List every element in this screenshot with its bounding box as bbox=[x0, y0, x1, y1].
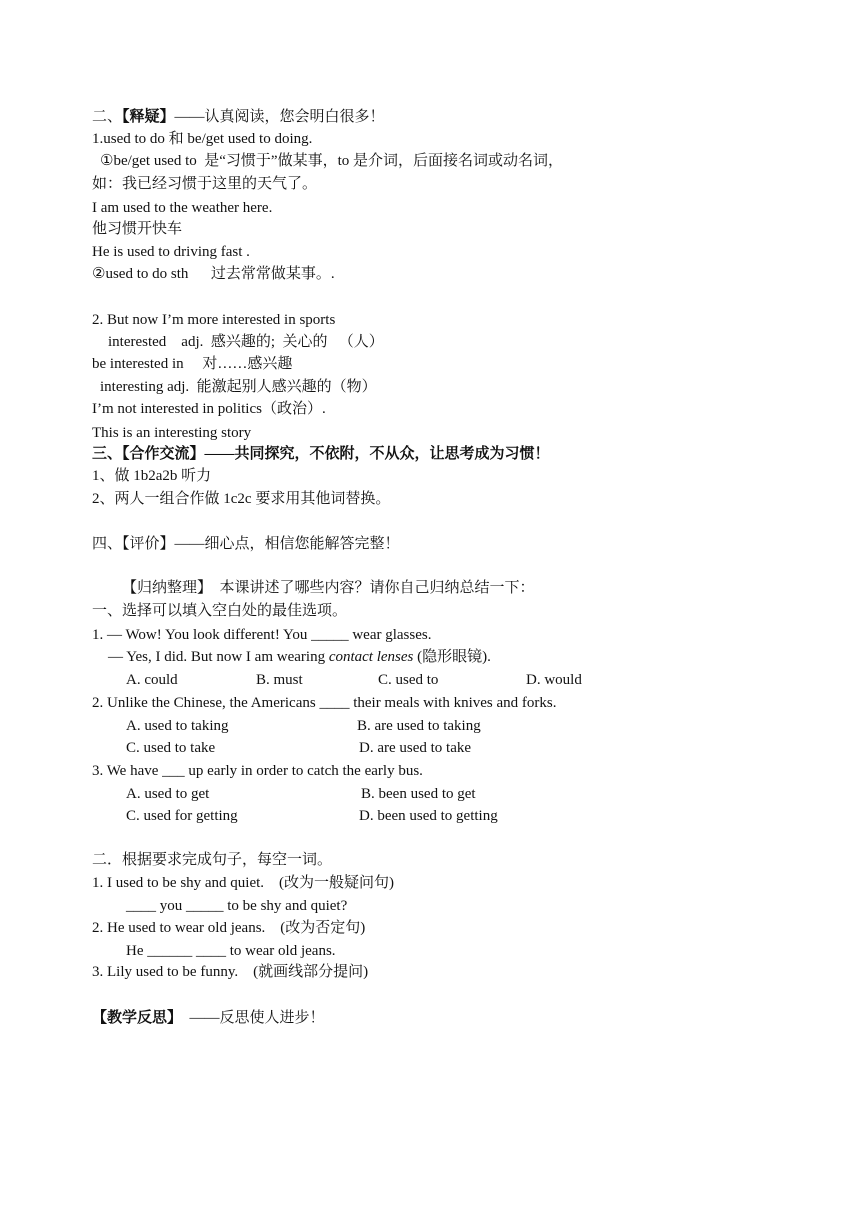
section2-number: 二、 bbox=[92, 109, 123, 125]
q1-italic-term: contact lenses bbox=[328, 649, 414, 665]
partB-q2-answer: He ______ ____ to wear old jeans. bbox=[126, 943, 336, 959]
item2-line3: interesting adj. 能激起别人感兴趣的（物） bbox=[100, 379, 377, 395]
partA-title: 一、选择可以填入空白处的最佳选项。 bbox=[92, 603, 348, 619]
partB-q1-answer: ____ you _____ to be shy and quiet? bbox=[126, 898, 348, 914]
q1-line2-start: — Yes, I did. But now I am wearing bbox=[108, 649, 329, 665]
q2-option-a: A. used to taking bbox=[126, 718, 229, 734]
item1-example-cn2: 他习惯开快车 bbox=[92, 221, 183, 237]
summary-text: 本课讲述了哪些内容？请你自己归纳总结一下： bbox=[212, 580, 535, 596]
q1-option-a: A. could bbox=[126, 672, 178, 688]
q1-option-c: C. used to bbox=[378, 672, 439, 688]
item2-line5: This is an interesting story bbox=[92, 425, 252, 441]
item1-example-en1: I am used to the weather here. bbox=[92, 200, 273, 216]
item1-desc: ①be/get used to 是“习惯于”做某事，to 是介词，后面接名词或动名词， bbox=[100, 153, 563, 169]
item1-b: ②used to do sth 过去常常做某事。. bbox=[92, 266, 335, 282]
section2-tail: ——认真阅读，您会明白很多！ bbox=[174, 109, 385, 125]
item1-example-cn: 如：我已经习惯于这里的天气了。 bbox=[92, 176, 318, 192]
q3-option-d: D. been used to getting bbox=[359, 808, 498, 824]
reflection-line bbox=[92, 1008, 325, 1028]
partB-q3: 3. Lily used to be funny. (就画线部分提问) bbox=[92, 964, 369, 980]
partB-title: 二．根据要求完成句子，每空一词。 bbox=[92, 852, 333, 868]
q1-line1: 1. — Wow! You look different! You _____ wear glasses. bbox=[92, 627, 432, 643]
section2-label: 【释疑】 bbox=[122, 109, 175, 125]
q2-option-c: C. used to take bbox=[126, 740, 216, 756]
item2-line2: be interested in 对……感兴趣 bbox=[92, 356, 293, 372]
summary-line bbox=[122, 578, 535, 598]
section3-item2: 2、两人一组合作做 1c2c 要求用其他词替换。 bbox=[92, 491, 391, 507]
partB-q2: 2. He used to wear old jeans. (改为否定句) bbox=[92, 920, 366, 936]
summary-label: 【归纳整理】 bbox=[122, 580, 213, 596]
section3-title: 三、【合作交流】——共同探究，不依附，不从众，让思考成为习惯！ bbox=[92, 446, 550, 462]
q1-line2-end: (隐形眼镜). bbox=[413, 649, 491, 665]
q2-option-d: D. are used to take bbox=[359, 740, 472, 756]
item2-head: 2. But now I’m more interested in sports bbox=[92, 312, 336, 328]
item1-example-en2: He is used to driving fast . bbox=[92, 244, 250, 260]
q3-line: 3. We have ___ up early in order to catch the early bus. bbox=[92, 763, 423, 779]
q1-line2 bbox=[108, 647, 491, 667]
q3-option-c: C. used for getting bbox=[126, 808, 238, 824]
q1-option-d: D. would bbox=[526, 672, 582, 688]
item2-line4: I’m not interested in politics（政治）. bbox=[92, 401, 326, 417]
reflection-label: 【教学反思】 bbox=[92, 1010, 183, 1026]
partB-q1: 1. I used to be shy and quiet. (改为一般疑问句) bbox=[92, 875, 395, 891]
q2-line: 2. Unlike the Chinese, the Americans ____ their meals with knives and forks. bbox=[92, 695, 557, 711]
section2-title bbox=[92, 107, 385, 127]
q1-option-b: B. must bbox=[256, 672, 303, 688]
item2-line1: interested adj. 感兴趣的; 关心的 （人） bbox=[108, 334, 384, 350]
section3-item1: 1、做 1b2a2b 听力 bbox=[92, 468, 212, 484]
item1-head: 1.used to do 和 be/get used to doing. bbox=[92, 131, 313, 147]
q3-option-b: B. been used to get bbox=[361, 786, 476, 802]
section4-title: 四、【评价】——细心点，相信您能解答完整！ bbox=[92, 536, 400, 552]
q2-option-b: B. are used to taking bbox=[357, 718, 481, 734]
q3-option-a: A. used to get bbox=[126, 786, 210, 802]
reflection-text: ——反思使人进步！ bbox=[182, 1010, 325, 1026]
